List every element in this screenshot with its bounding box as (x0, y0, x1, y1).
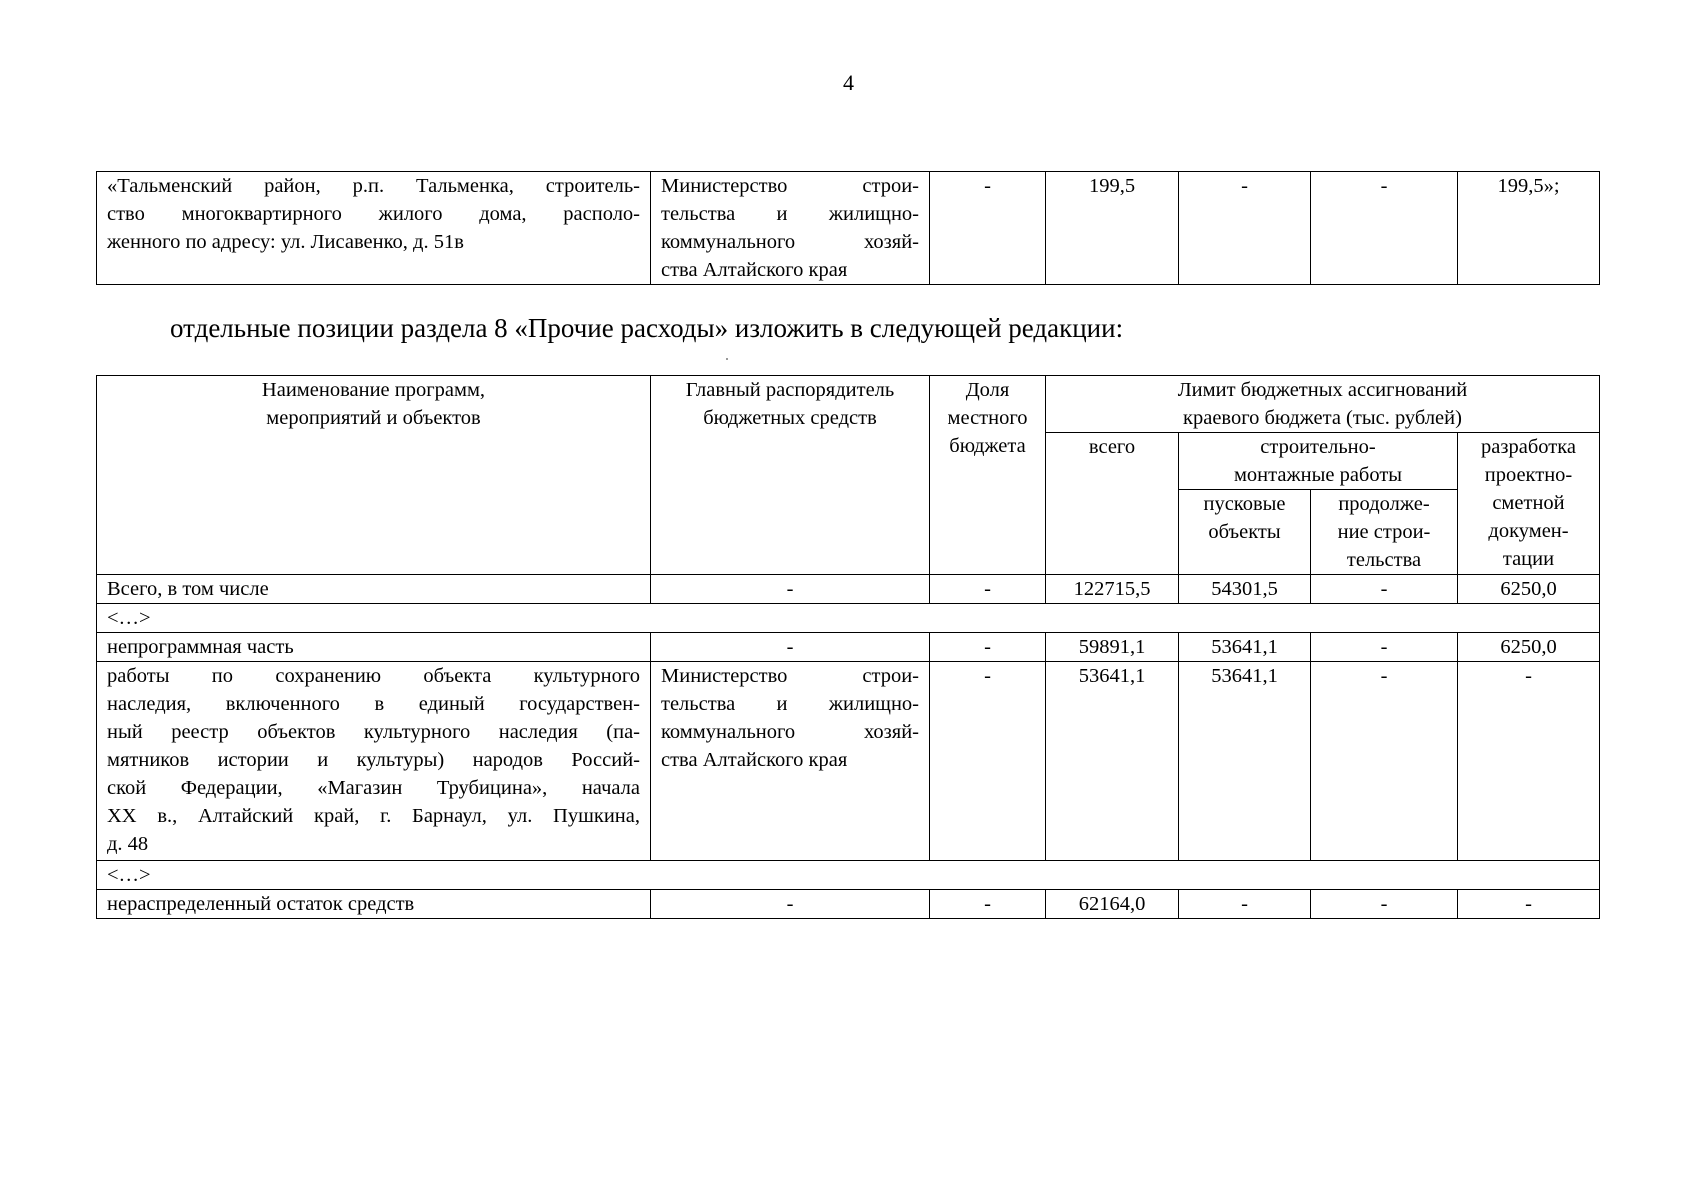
total-cell: 62164,0 (1046, 890, 1179, 919)
manager-line: коммунального хозяй- (661, 721, 919, 743)
manager-line: Министерство строи- (661, 175, 919, 197)
design-cell: - (1458, 662, 1600, 861)
launch-cell: - (1179, 890, 1311, 919)
object-name-line: женного по адресу: ул. Лисавенко, д. 51в (107, 231, 464, 253)
header-name: Наименование программ, мероприятий и объектов (97, 376, 651, 575)
object-name-line: наследия, включенного в единый государствен- (107, 693, 640, 715)
manager-line: тельства и жилищно- (661, 203, 919, 225)
manager-cell: - (651, 633, 930, 662)
table-row (97, 575, 1600, 604)
table-row (97, 604, 1600, 633)
table-row (97, 662, 1600, 861)
local-share-cell: - (930, 633, 1046, 662)
manager-cell (651, 172, 930, 285)
header-continuation: продолже- ние строи- тельства (1311, 490, 1458, 575)
launch-cell: 53641,1 (1179, 662, 1311, 861)
table-row (97, 890, 1600, 919)
object-name-line: ство многоквартирного жилого дома, располо- (107, 203, 640, 225)
total-cell: 59891,1 (1046, 633, 1179, 662)
local-share-cell: - (930, 662, 1046, 861)
top-table (96, 171, 1600, 285)
local-share-cell: - (930, 172, 1046, 285)
launch-cell: - (1179, 172, 1311, 285)
total-cell: 199,5 (1046, 172, 1179, 285)
continuation-cell: - (1311, 172, 1458, 285)
object-name-line: работы по сохранению объекта культурного (107, 665, 640, 687)
scan-speck (726, 358, 728, 360)
header-construction: строительно- монтажные работы (1179, 433, 1458, 490)
table-row (97, 172, 1600, 285)
launch-cell: 54301,5 (1179, 575, 1311, 604)
manager-line: коммунального хозяй- (661, 231, 919, 253)
header-design: разработка проектно- сметной докумен- тации (1458, 433, 1600, 575)
continuation-cell: - (1311, 890, 1458, 919)
continuation-cell: - (1311, 633, 1458, 662)
page-number: 4 (843, 70, 854, 95)
total-cell: 122715,5 (1046, 575, 1179, 604)
continuation-cell: - (1311, 575, 1458, 604)
launch-cell: 53641,1 (1179, 633, 1311, 662)
object-name-line: ный реестр объектов культурного наследия (па- (107, 721, 640, 743)
design-cell: 199,5»; (1458, 172, 1600, 285)
design-cell: 6250,0 (1458, 633, 1600, 662)
manager-cell (651, 662, 930, 861)
object-name-cell: Всего, в том числе (97, 575, 651, 604)
manager-line: ства Алтайского края (661, 259, 848, 281)
object-name-cell: нераспределенный остаток средств (97, 890, 651, 919)
object-name-cell (97, 172, 651, 285)
total-cell: 53641,1 (1046, 662, 1179, 861)
main-table (96, 375, 1600, 919)
object-name-cell (97, 662, 651, 861)
design-cell: - (1458, 890, 1600, 919)
manager-line: Министерство строи- (661, 665, 919, 687)
design-cell: 6250,0 (1458, 575, 1600, 604)
table-row (97, 861, 1600, 890)
object-name-line: XX в., Алтайский край, г. Барнаул, ул. Пушкина, (107, 805, 640, 827)
local-share-cell: - (930, 890, 1046, 919)
table-row (97, 633, 1600, 662)
local-share-cell: - (930, 575, 1046, 604)
manager-line: ства Алтайского края (661, 749, 848, 771)
header-total: всего (1046, 433, 1179, 575)
object-name-cell: непрограммная часть (97, 633, 651, 662)
manager-cell: - (651, 890, 930, 919)
manager-line: тельства и жилищно- (661, 693, 919, 715)
ellipsis-cell: <…> (97, 604, 1600, 633)
object-name-line: ской Федерации, «Магазин Трубицина», начала (107, 777, 640, 799)
header-row (97, 376, 1600, 433)
object-name-line: мятников истории и культуры) народов Россий- (107, 749, 640, 771)
object-name-line: д. 48 (107, 833, 149, 855)
intro-paragraph: отдельные позиции раздела 8 «Прочие расходы» изложить в следующей редакции: (170, 313, 1124, 343)
header-limit: Лимит бюджетных ассигнований краевого бюджета (тыс. рублей) (1046, 376, 1600, 433)
header-manager: Главный распорядитель бюджетных средств (651, 376, 930, 575)
manager-cell: - (651, 575, 930, 604)
ellipsis-cell: <…> (97, 861, 1600, 890)
continuation-cell: - (1311, 662, 1458, 861)
header-local-share: Доля местного бюджета (930, 376, 1046, 575)
header-launch: пусковые объекты (1179, 490, 1311, 575)
object-name-line: «Тальменский район, р.п. Тальменка, строитель- (107, 175, 640, 197)
